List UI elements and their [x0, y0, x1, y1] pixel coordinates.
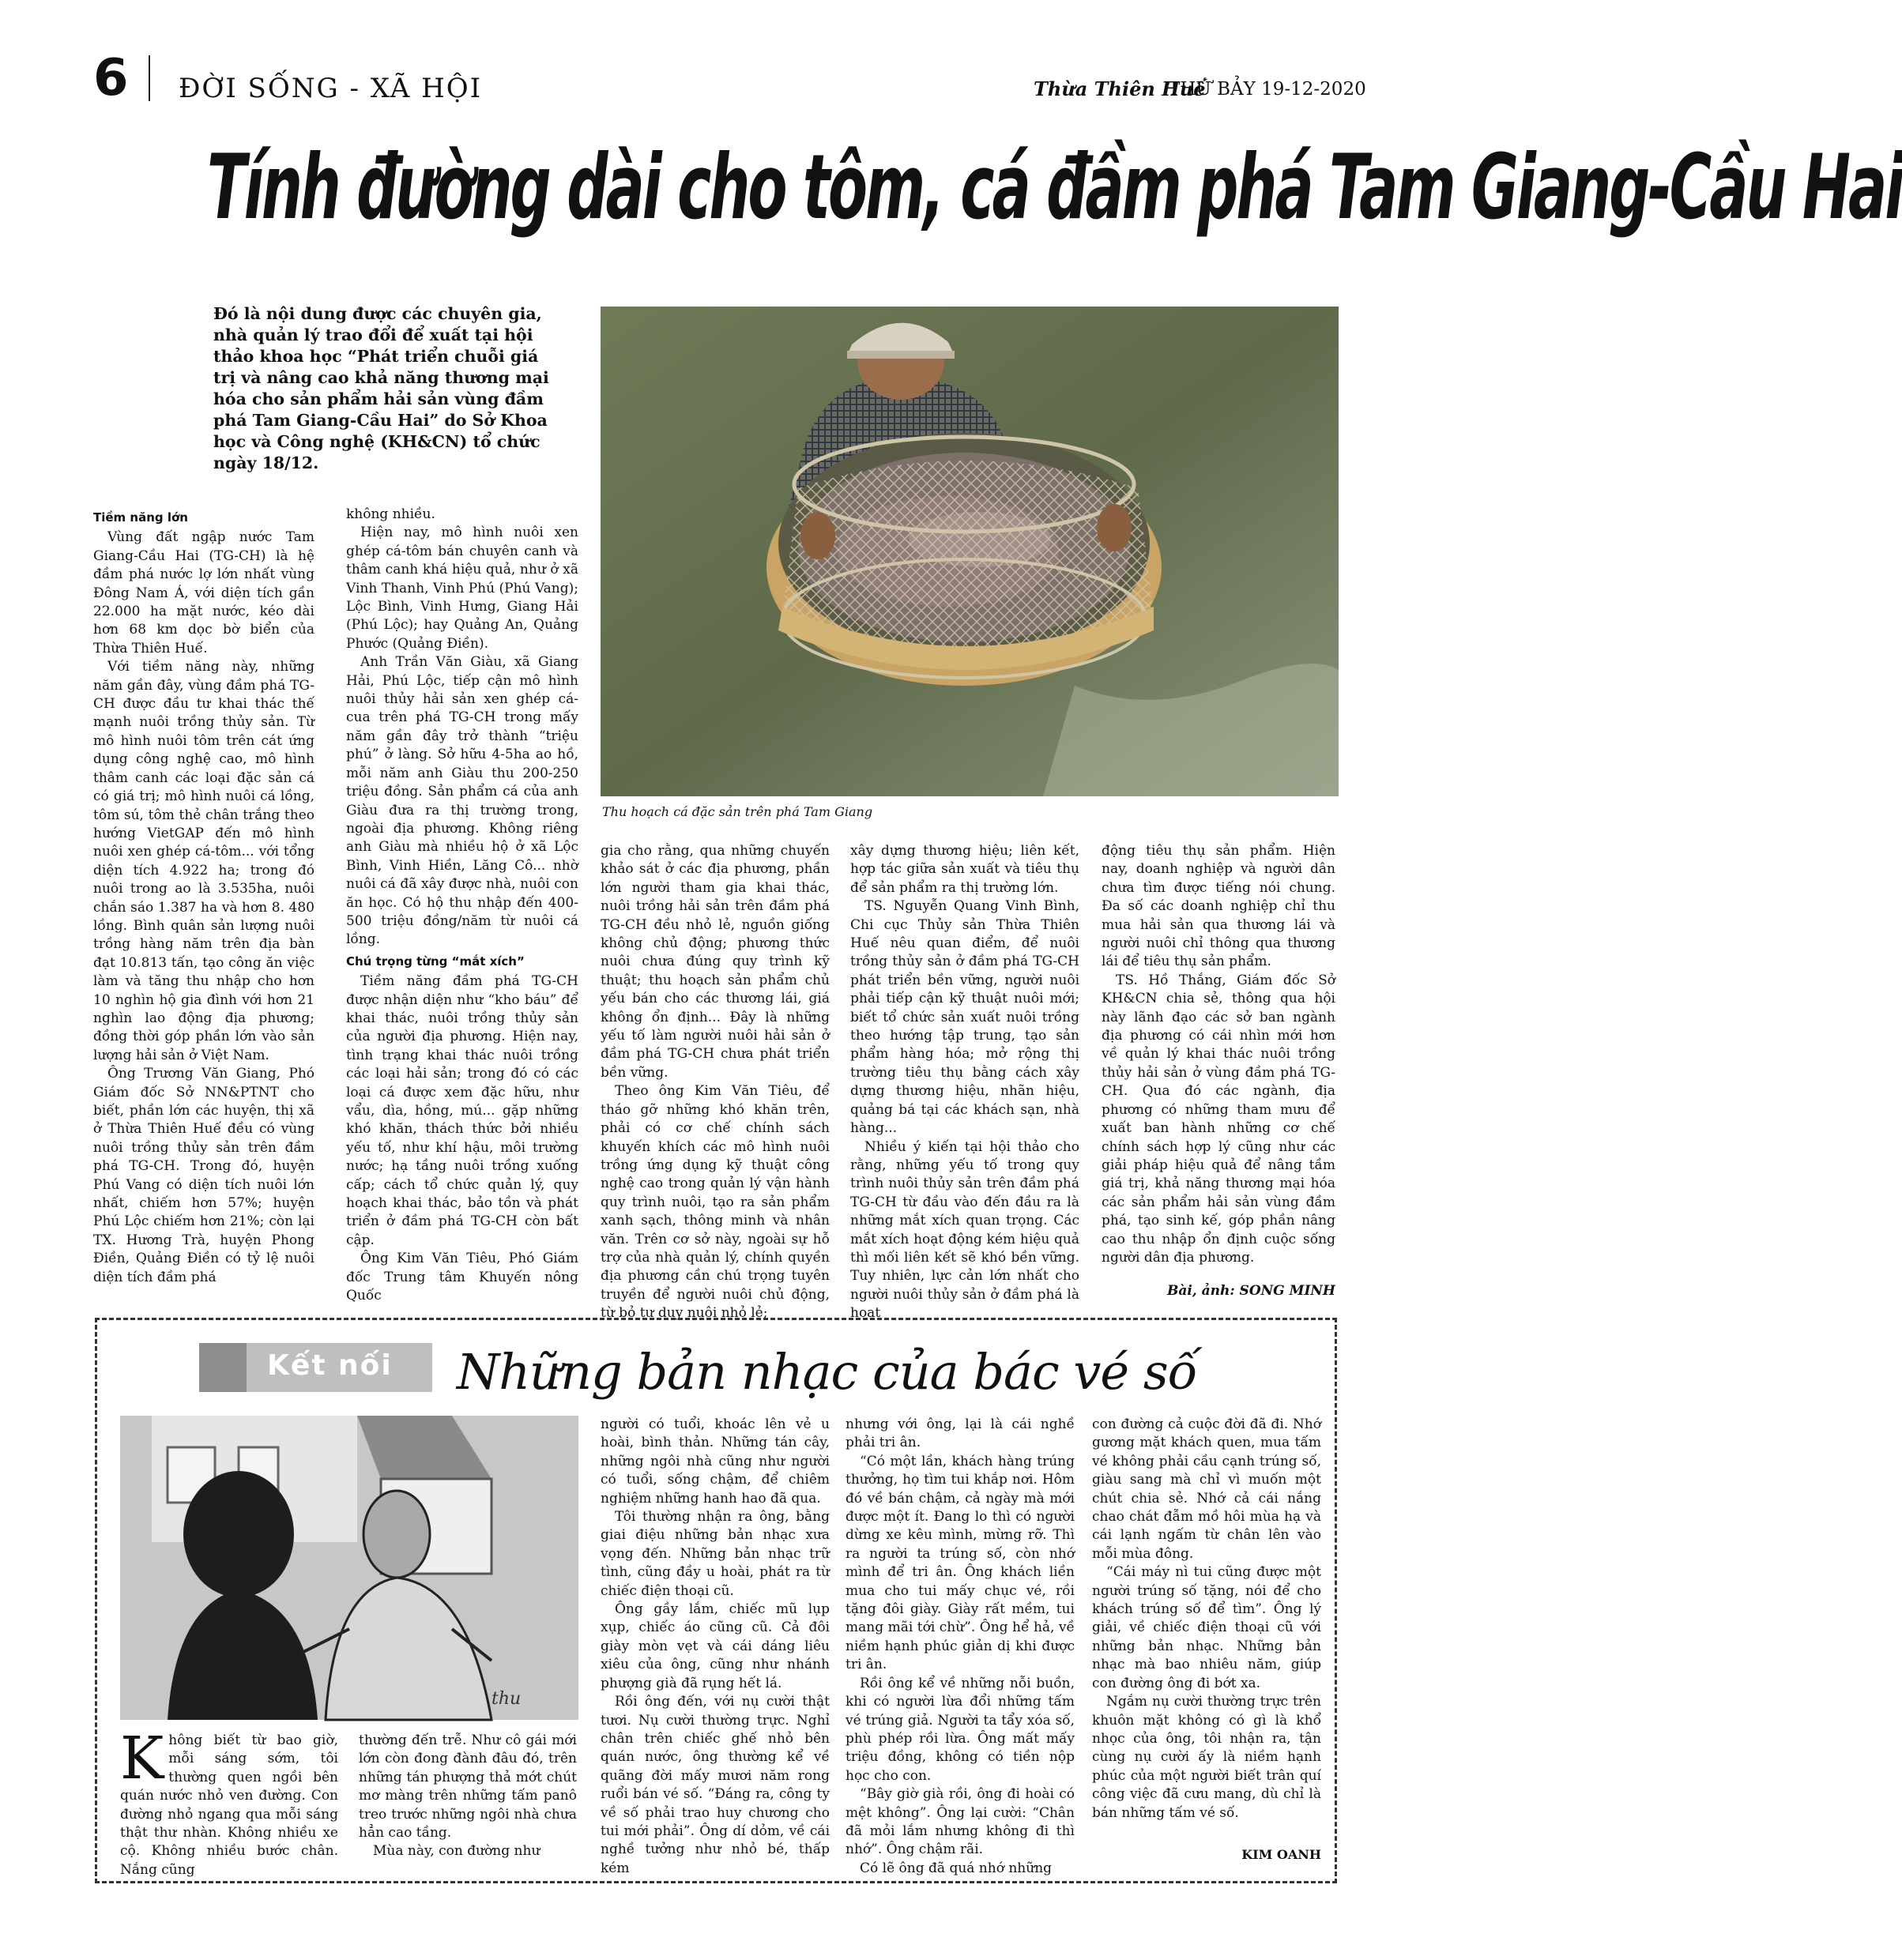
article-column-2: [346, 506, 578, 1305]
paragraph: xây dựng thương hiệu; liên kết, hợp tác giữa sản xuất và tiêu thụ để sản phẩm ra thị trường lớn.: [850, 843, 1079, 896]
photo-caption: Thu hoạch cá đặc sản trên phá Tam Giang: [602, 804, 873, 819]
article-column-4: [850, 842, 1079, 1323]
paragraph: nhưng với ông, lại là cái nghề phải tri ân.: [846, 1416, 1075, 1451]
subheading-tiem-nang: Tiềm năng lớn: [93, 510, 188, 525]
paragraph: hông biết từ bao giờ, mỗi sáng sớm, tôi thường quen ngồi bên quán nước nhỏ ven đường. Con đường nhỏ ngang qua mỗi sáng thật thư nhàn. Không nhiều xe cộ. Không nhiều bước chân. Nắng cũng: [120, 1732, 338, 1878]
section-title: ĐỜI SỐNG - XÃ HỘI: [179, 73, 483, 104]
paragraph: “Bây giờ già rồi, ông đi hoài có mệt không”. Ông lại cười: “Chân đã mỏi lắm nhưng không đi thì nhớ”. Ông chậm rãi.: [846, 1786, 1075, 1858]
paragraph: Rồi ông kể về những nỗi buồn, khi có người lừa đổi những tấm vé trúng giả. Người ta tẩy xóa số, phù phép rồi lừa. Ông mất mấy triệu đồng, không có tiền nộp học cho con.: [846, 1675, 1075, 1784]
paragraph: Mùa này, con đường như: [373, 1843, 540, 1860]
paragraph: Tiềm năng đầm phá TG-CH được nhận diện như “kho báu” để khai thác, nuôi trồng thủy sản của người địa phương. Hiện nay, tình trạng khai thác nuôi trồng các loại hải sản; trong đó có các loại cá được xem đặc hữu, như vẩu, dìa, hồng, mú... gặp những khó khăn, thách thức bởi nhiều yếu tố, như khí hậu, môi trường nước; hạ tầng nuôi trồng xuống cấp; cách tổ chức quản lý, quy hoạch khai thác, bảo tồn và phát triển ở đầm phá TG-CH còn bất cập.: [346, 973, 578, 1248]
fisherman-photo-illustration: [601, 307, 1339, 796]
illustration-signature: thu: [492, 1689, 522, 1709]
feature-illustration: [120, 1416, 578, 1720]
article-byline: Bài, ảnh: SONG MINH: [1166, 1283, 1335, 1299]
article-column-3: [601, 842, 830, 1323]
paragraph: gia cho rằng, qua những chuyến khảo sát ở các địa phương, phần lớn người tham gia khai thác, nuôi trồng hải sản trên đầm phá TG-CH đều nhỏ lẻ, nguồn giống không chủ động; phương thức nuôi chưa đúng quy trình kỹ thuật; thu hoạch sản phẩm chủ yếu bán cho các thương lái, giá không ổn định... Đây là những yếu tố làm người nuôi hải sản ở đầm phá TG-CH chưa phát triển bền vững.: [601, 843, 830, 1081]
paragraph: Với tiềm năng này, những năm gần đây, vùng đầm phá TG-CH được đầu tư khai thác thế mạnh nuôi trồng thủy sản. Từ mô hình nuôi tôm trên cát ứng dụng công nghệ cao, mô hình thâm canh các loại đặc sản cá có giá trị; mô hình nuôi cá lồng, tôm sú, tôm thẻ chân trắng theo hướng VietGAP đến mô hình nuôi xen ghép cá-tôm... với tổng diện tích 4.922 ha; trong đó nuôi trong ao là 3.535ha, nuôi chắn sáo 1.387 ha và hơn 8. 480 lồng. Bình quân sản lượng nuôi trồng hàng năm trên địa bàn đạt 10.813 tấn, tạo công ăn việc làm và tăng thu nhập cho hơn 10 nghìn hộ gia đình với hơn 21 nghìn lao động địa phương; đồng thời góp phần lớn vào sản lượng hải sản ở Việt Nam.: [93, 659, 314, 1063]
feature-column-4: [846, 1416, 1075, 1878]
feature-column-5: [1092, 1416, 1321, 1823]
paragraph: Ông Kim Văn Tiêu, Phó Giám đốc Trung tâm Khuyến nông Quốc: [346, 1251, 578, 1304]
article-photo: [601, 307, 1339, 796]
paper-date: THỨ BẢY 19-12-2020: [1168, 79, 1366, 100]
feature-column-2: [359, 1732, 577, 1861]
feature-column-3: [601, 1416, 830, 1878]
feature-title: Những bản nhạc của bác vé số: [457, 1343, 1197, 1401]
paragraph: Rồi ông đến, với nụ cười thật tươi. Nụ cười thường trực. Nghỉ chân trên chiếc ghế nhỏ bên quán nước, ông thường kể về quãng đời mấy mươi năm rong ruổi bán vé số. “Đáng ra, công ty về số phải trao huy chương cho tui mới phải”. Ông dí dỏm, về cái nghề tưởng như nhỏ bé, thấp kém: [601, 1694, 830, 1876]
paragraph: Ngắm nụ cười thường trực trên khuôn mặt không có gì là khổ nhọc của ông, tôi nhận ra, tận cùng nụ cười ấy là niềm hạnh phúc của một người biết trân quí công việc đã cưu mang, dù chỉ là bán những tấm vé số.: [1092, 1694, 1321, 1821]
paragraph: không nhiều.: [346, 506, 435, 522]
paragraph: Có lẽ ông đã quá nhớ những: [860, 1860, 1053, 1876]
article-headline: Tính đường dài cho tôm, cá đầm phá Tam Giang-Cầu Hai: [207, 136, 1902, 240]
paragraph: Hiện nay, mô hình nuôi xen ghép cá-tôm bán chuyên canh và thâm canh khá hiệu quả, như ở xã Vinh Thanh, Vinh Phú (Phú Vang); Lộc Bình, Vinh Hưng, Giang Hải (Phú Lộc); hay Quảng An, Quảng Phước (Quảng Điền).: [346, 525, 578, 652]
article-column-1: [93, 506, 314, 1287]
lottery-seller-illustration: [120, 1416, 578, 1720]
paragraph: thường đến trễ. Như cô gái mới lớn còn đong đành đâu đó, trên những tán phượng thả mớt chút mơ màng trên những tấm panô treo trước những ngôi nhà chưa hẳn cao tầng.: [359, 1732, 577, 1841]
feature-byline: KIM OANH: [1241, 1847, 1321, 1862]
paragraph: Tôi thường nhận ra ông, bằng giai điệu những bản nhạc xưa vọng đến. Những bản nhạc trữ tình, cũng đầy u hoài, phát ra từ chiếc điện thoại cũ.: [601, 1509, 830, 1599]
label-shade-dark: [199, 1343, 247, 1392]
paragraph: Anh Trần Văn Giàu, xã Giang Hải, Phú Lộc, tiếp cận mô hình nuôi thủy hải sản xen ghép cá-cua trên phá TG-CH trong mấy năm gần đây trở thành “triệu phú” ở làng. Sở hữu 4-5ha ao hồ, mỗi năm anh Giàu thu 200-250 triệu đồng. Sản phẩm cá của anh Giàu đưa ra thị trường trong, ngoài địa phương. Không riêng anh Giàu mà nhiều hộ ở xã Lộc Bình, Vinh Hiền, Lăng Cô... nhờ nuôi cá đã xây được nhà, nuôi con ăn học. Có hộ thu nhập đến 400-500 triệu đồng/năm từ nuôi cá lồng.: [346, 654, 578, 948]
paragraph: Ông Trương Văn Giang, Phó Giám đốc Sở NN&PTNT cho biết, phần lớn các huyện, thị xã ở Thừa Thiên Huế đều có vùng nuôi trồng thủy sản trên đầm phá TG-CH. Trong đó, huyện Phú Vang có diện tích nuôi lớn nhất, chiếm hơn 57%; huyện Phú Lộc chiếm hơn 21%; còn lại TX. Hương Trà, huyện Phong Điền, Quảng Điền có tỷ lệ nuôi diện tích đầm phá: [93, 1066, 314, 1285]
paragraph: người có tuổi, khoác lên vẻ u hoài, bình thản. Những tán cây, những ngôi nhà cũng như người có tuổi, sống chậm, để chiêm nghiệm những hanh hao đã qua.: [601, 1416, 830, 1507]
paragraph: Vùng đất ngập nước Tam Giang-Cầu Hai (TG-CH) là hệ đầm phá nước lợ lớn nhất vùng Đông Nam Á, với diện tích gần 22.000 ha mặt nước, kéo dài hơn 68 km dọc bờ biển của Thừa Thiên Huế.: [93, 529, 314, 656]
subheading-mat-xich: Chú trọng từng “mắt xích”: [346, 954, 525, 969]
paragraph: Ông gầy lắm, chiếc mũ lụp xụp, chiếc áo cũng cũ. Cả đôi giày mòn vẹt và cái dáng liêu xiêu của ông, cũng như nhánh phượng già đã rụng hết lá.: [601, 1601, 830, 1691]
paragraph: Nhiều ý kiến tại hội thảo cho rằng, những yếu tố trong quy trình nuôi thủy sản trên đầm phá TG-CH từ đầu vào đến đầu ra là những mắt xích quan trọng. Các mắt xích hoạt động kém hiệu quả thì mối liên kết sẽ khó bền vững. Tuy nhiên, lực cản lớn nhất cho người nuôi thủy sản ở đầm phá là hoạt: [850, 1138, 1079, 1322]
paragraph: TS. Nguyễn Quang Vinh Bình, Chi cục Thủy sản Thừa Thiên Huế nêu quan điểm, để nuôi trồng thủy sản ở đầm phá TG-CH phát triển bền vững, người nuôi phải tiếp cận kỹ thuật nuôi mới; biết tổ chức sản xuất nuôi trồng theo hướng tập trung, tạo sản phẩm hàng hóa; mở rộng thị trường tiêu thụ bằng cách xây dựng thương hiệu, nhãn hiệu, quảng bá tại các khách sạn, nhà hàng...: [850, 898, 1079, 1137]
paragraph: động tiêu thụ sản phẩm. Hiện nay, doanh nghiệp và người dân chưa tìm được tiếng nói chung. Đa số các doanh nghiệp chỉ thu mua hải sản qua thương lái và người nuôi chỉ thông qua thương lái để tiêu thụ sản phẩm.: [1102, 843, 1335, 970]
paragraph: “Cái máy nì tui cũng được một người trúng số tặng, nói để cho khách trúng số để tìm”. Ông lý giải, về chiếc điện thoại cũ với những bản nhạc. Những bản nhạc mà bao nhiêu năm, giúp con đường ông đi bớt xa.: [1092, 1564, 1321, 1691]
feature-column-1: [120, 1725, 338, 1879]
paragraph: TS. Hồ Thắng, Giám đốc Sở KH&CN chia sẻ, thông qua hội này lãnh đạo các sở ban ngành địa phương có cái nhìn mới hơn về quản lý khai thác nuôi trồng thủy hải sản ở vùng đầm phá TG-CH. Qua đó các ngành, địa phương có những tham mưu để xuất ban hành những cơ chế chính sách hợp lý cũng như các giải pháp hiệu quả để nâng tầm giá trị, khả năng thương mại hóa các sản phẩm hải sản vùng đầm phá, tạo sinh kế, góp phần nâng cao thu nhập ổn định cuộc sống người dân địa phương.: [1102, 972, 1335, 1266]
article-lead: Đó là nội dung được các chuyên gia, nhà quản lý trao đổi để xuất tại hội thảo khoa học “Phát triển chuỗi giá trị và nâng cao khả năng thương mại hóa cho sản phẩm hải sản vùng đầm phá Tam Giang-Cầu Hai” do Sở Khoa học và Công nghệ (KH&CN) tổ chức ngày 18/12.: [213, 304, 549, 472]
article-column-5: [1102, 842, 1335, 1267]
page-number: 6: [93, 49, 129, 107]
section-label-ket-noi: Kết nối: [267, 1349, 393, 1382]
paper-name: Thừa Thiên Huế: [1034, 77, 1206, 100]
header-divider: [149, 55, 150, 101]
paragraph: Theo ông Kim Văn Tiêu, để tháo gỡ những khó khăn trên, phải có cơ chế chính sách khuyến khích các mô hình nuôi trồng ứng dụng kỹ thuật công nghệ cao trong quản lý vận hành quy trình nuôi, tạo ra sản phẩm xanh sạch, thông minh và nhân văn. Trên cơ sở này, ngoài sự hỗ trợ của nhà quản lý, chính quyền địa phương cần chú trọng tuyên truyền để người nuôi chủ động, từ bỏ tư duy nuôi nhỏ lẻ;: [601, 1083, 830, 1322]
paragraph: con đường cả cuộc đời đã đi. Nhớ gương mặt khách quen, mua tấm vé không phải cầu cạnh trúng số, giàu sang mà chỉ vì muốn một chút chia sẻ. Nhớ cả cái nắng chao chát đẫm mồ hôi mùa hạ và cái lạnh ngấm từ chân lên vào mỗi mùa đông.: [1092, 1416, 1321, 1562]
paragraph: “Có một lần, khách hàng trúng thưởng, họ tìm tui khắp nơi. Hôm đó về bán chậm, cả ngày mà mới được một ít. Đang lo thì có người dừng xe kêu mình, mừng rỡ. Thì ra người ta trúng số, còn nhớ mình để tri ân. Ông khách liền mua cho tui mấy chục vé, rồi tặng đôi giày. Giày rất mềm, tui mang mãi tới chừ”. Ông hể hả, về niềm hạnh phúc giản dị khi được tri ân.: [846, 1453, 1075, 1673]
drop-cap: K: [120, 1725, 164, 1793]
